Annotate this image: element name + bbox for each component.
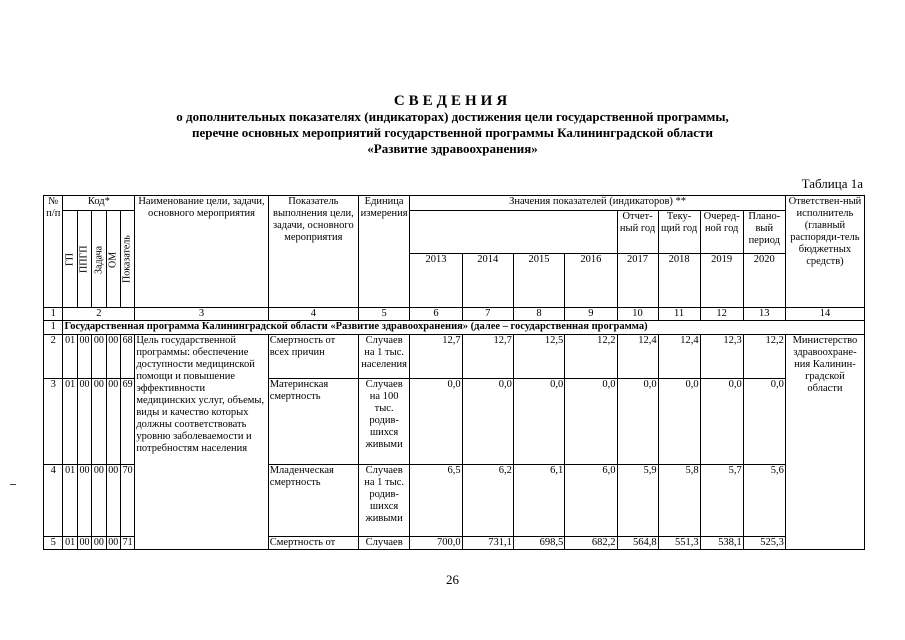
col-number: 10 — [617, 308, 658, 321]
code-ppgp: 00 — [77, 379, 91, 465]
unit: Случаев — [358, 537, 409, 550]
value-2018: 12,4 — [658, 335, 700, 379]
header-code-om: ОМ — [106, 211, 120, 308]
header-num: № п/п — [44, 196, 63, 308]
header-year: 2018 — [658, 254, 700, 308]
document-title — [0, 93, 905, 157]
value-2014: 6,2 — [462, 465, 513, 537]
value-2019: 12,3 — [700, 335, 743, 379]
header-code-gp: ГП — [63, 211, 77, 308]
indicator-name: Материнская смертность — [268, 379, 358, 465]
code-ppgp: 00 — [77, 537, 91, 550]
code-gp: 01 — [63, 379, 77, 465]
col-number: 5 — [358, 308, 409, 321]
value-2017: 5,9 — [617, 465, 658, 537]
title-line-3: «Развитие здравоохранения» — [367, 141, 538, 156]
title-line-2: перечне основных мероприятий государственной программы Калининградской области — [192, 125, 713, 140]
page-number: 26 — [446, 572, 459, 587]
value-2019: 538,1 — [700, 537, 743, 550]
value-2017: 564,8 — [617, 537, 658, 550]
row-num: 2 — [44, 335, 63, 379]
code-gp: 01 — [63, 335, 77, 379]
value-2018: 5,8 — [658, 465, 700, 537]
value-2015: 6,1 — [513, 465, 564, 537]
value-2020: 5,6 — [743, 465, 785, 537]
value-2016: 682,2 — [565, 537, 617, 550]
header-code-indicator: Показатель — [120, 211, 134, 308]
header-year: 2013 — [410, 254, 462, 308]
code-indicator: 70 — [120, 465, 134, 537]
col-number: 9 — [565, 308, 617, 321]
col-number: 4 — [268, 308, 358, 321]
col-number: 1 — [44, 308, 63, 321]
title-line-1: о дополнительных показателях (индикаторах) достижения цели государственной программы, — [176, 109, 729, 124]
table-row — [44, 335, 865, 379]
code-indicator: 71 — [120, 537, 134, 550]
code-task: 00 — [92, 537, 106, 550]
value-2020: 0,0 — [743, 379, 785, 465]
value-2015: 12,5 — [513, 335, 564, 379]
header-unit: Единица измерения — [358, 196, 409, 308]
header-values: Значения показателей (индикаторов) ** — [410, 196, 786, 211]
code-task: 00 — [92, 465, 106, 537]
code-om: 00 — [106, 537, 120, 550]
unit: Случаев на 1 тыс. населения — [358, 335, 409, 379]
code-task: 00 — [92, 335, 106, 379]
col-number: 12 — [700, 308, 743, 321]
header-code-ppgp: ППГП — [77, 211, 91, 308]
value-2017: 0,0 — [617, 379, 658, 465]
col-number: 6 — [410, 308, 462, 321]
value-2019: 0,0 — [700, 379, 743, 465]
header-name: Наименование цели, задачи, основного мероприятия — [135, 196, 268, 308]
col-number: 7 — [462, 308, 513, 321]
header-period-next: Очеред-ной год — [700, 211, 743, 254]
code-om: 00 — [106, 335, 120, 379]
header-year: 2016 — [565, 254, 617, 308]
col-number: 2 — [63, 308, 135, 321]
code-gp: 01 — [63, 465, 77, 537]
header-period-plan: Плано-вый период — [743, 211, 785, 254]
code-task: 00 — [92, 379, 106, 465]
row-num: 5 — [44, 537, 63, 550]
col-number: 3 — [135, 308, 268, 321]
indicator-name: Смертность от — [268, 537, 358, 550]
program-row-text: Государственная программа Калининградской области «Развитие здравоохранения» (далее – государственная программа) — [63, 321, 865, 335]
code-om: 00 — [106, 465, 120, 537]
header-year: 2017 — [617, 254, 658, 308]
value-2020: 525,3 — [743, 537, 785, 550]
value-2013: 12,7 — [410, 335, 462, 379]
col-number: 13 — [743, 308, 785, 321]
unit: Случаев на 100 тыс. родив-шихся живыми — [358, 379, 409, 465]
header-period-report: Отчет-ный год — [617, 211, 658, 254]
value-2016: 12,2 — [565, 335, 617, 379]
col-number: 11 — [658, 308, 700, 321]
value-2015: 0,0 — [513, 379, 564, 465]
header-year: 2014 — [462, 254, 513, 308]
executor-text: Министерство здравоохране-ния Калинин-градской области — [785, 335, 864, 550]
code-om: 00 — [106, 379, 120, 465]
row-num: 3 — [44, 379, 63, 465]
header-year: 2019 — [700, 254, 743, 308]
goal-text: Цель государственной программы: обеспечение доступности медицинской помощи и повышение эффективности медицинских услуг, объемы, виды и качество которых должны соответствовать уровню заболеваемости и потребностям населения — [135, 335, 268, 550]
header-year: 2020 — [743, 254, 785, 308]
header-values-blank — [410, 211, 617, 254]
value-2013: 0,0 — [410, 379, 462, 465]
value-2016: 0,0 — [565, 379, 617, 465]
unit: Случаев на 1 тыс. родив-шихся живыми — [358, 465, 409, 537]
title-main: СВЕДЕНИЯ — [393, 93, 512, 109]
value-2020: 12,2 — [743, 335, 785, 379]
indicators-table — [43, 195, 865, 550]
code-indicator: 68 — [120, 335, 134, 379]
header-indicator: Показатель выполнения цели, задачи, основного мероприятия — [268, 196, 358, 308]
code-ppgp: 00 — [77, 335, 91, 379]
value-2013: 6,5 — [410, 465, 462, 537]
value-2014: 731,1 — [462, 537, 513, 550]
value-2014: 12,7 — [462, 335, 513, 379]
value-2018: 551,3 — [658, 537, 700, 550]
value-2019: 5,7 — [700, 465, 743, 537]
code-gp: 01 — [63, 537, 77, 550]
code-indicator: 69 — [120, 379, 134, 465]
margin-mark — [10, 484, 16, 485]
header-executor: Ответствен-ный исполнитель (главный распоряди-тель бюджетных средств) — [785, 196, 864, 308]
code-ppgp: 00 — [77, 465, 91, 537]
header-year: 2015 — [513, 254, 564, 308]
indicator-name: Смертность от всех причин — [268, 335, 358, 379]
header-period-current: Теку-щий год — [658, 211, 700, 254]
value-2014: 0,0 — [462, 379, 513, 465]
indicator-name: Младенческая смертность — [268, 465, 358, 537]
table-label: Таблица 1а — [801, 176, 863, 191]
header-code: Код* — [63, 196, 135, 211]
value-2015: 698,5 — [513, 537, 564, 550]
value-2017: 12,4 — [617, 335, 658, 379]
program-row-num: 1 — [44, 321, 63, 335]
value-2013: 700,0 — [410, 537, 462, 550]
row-num: 4 — [44, 465, 63, 537]
col-number: 14 — [785, 308, 864, 321]
value-2018: 0,0 — [658, 379, 700, 465]
header-code-task: Задача — [92, 211, 106, 308]
value-2016: 6,0 — [565, 465, 617, 537]
col-number: 8 — [513, 308, 564, 321]
